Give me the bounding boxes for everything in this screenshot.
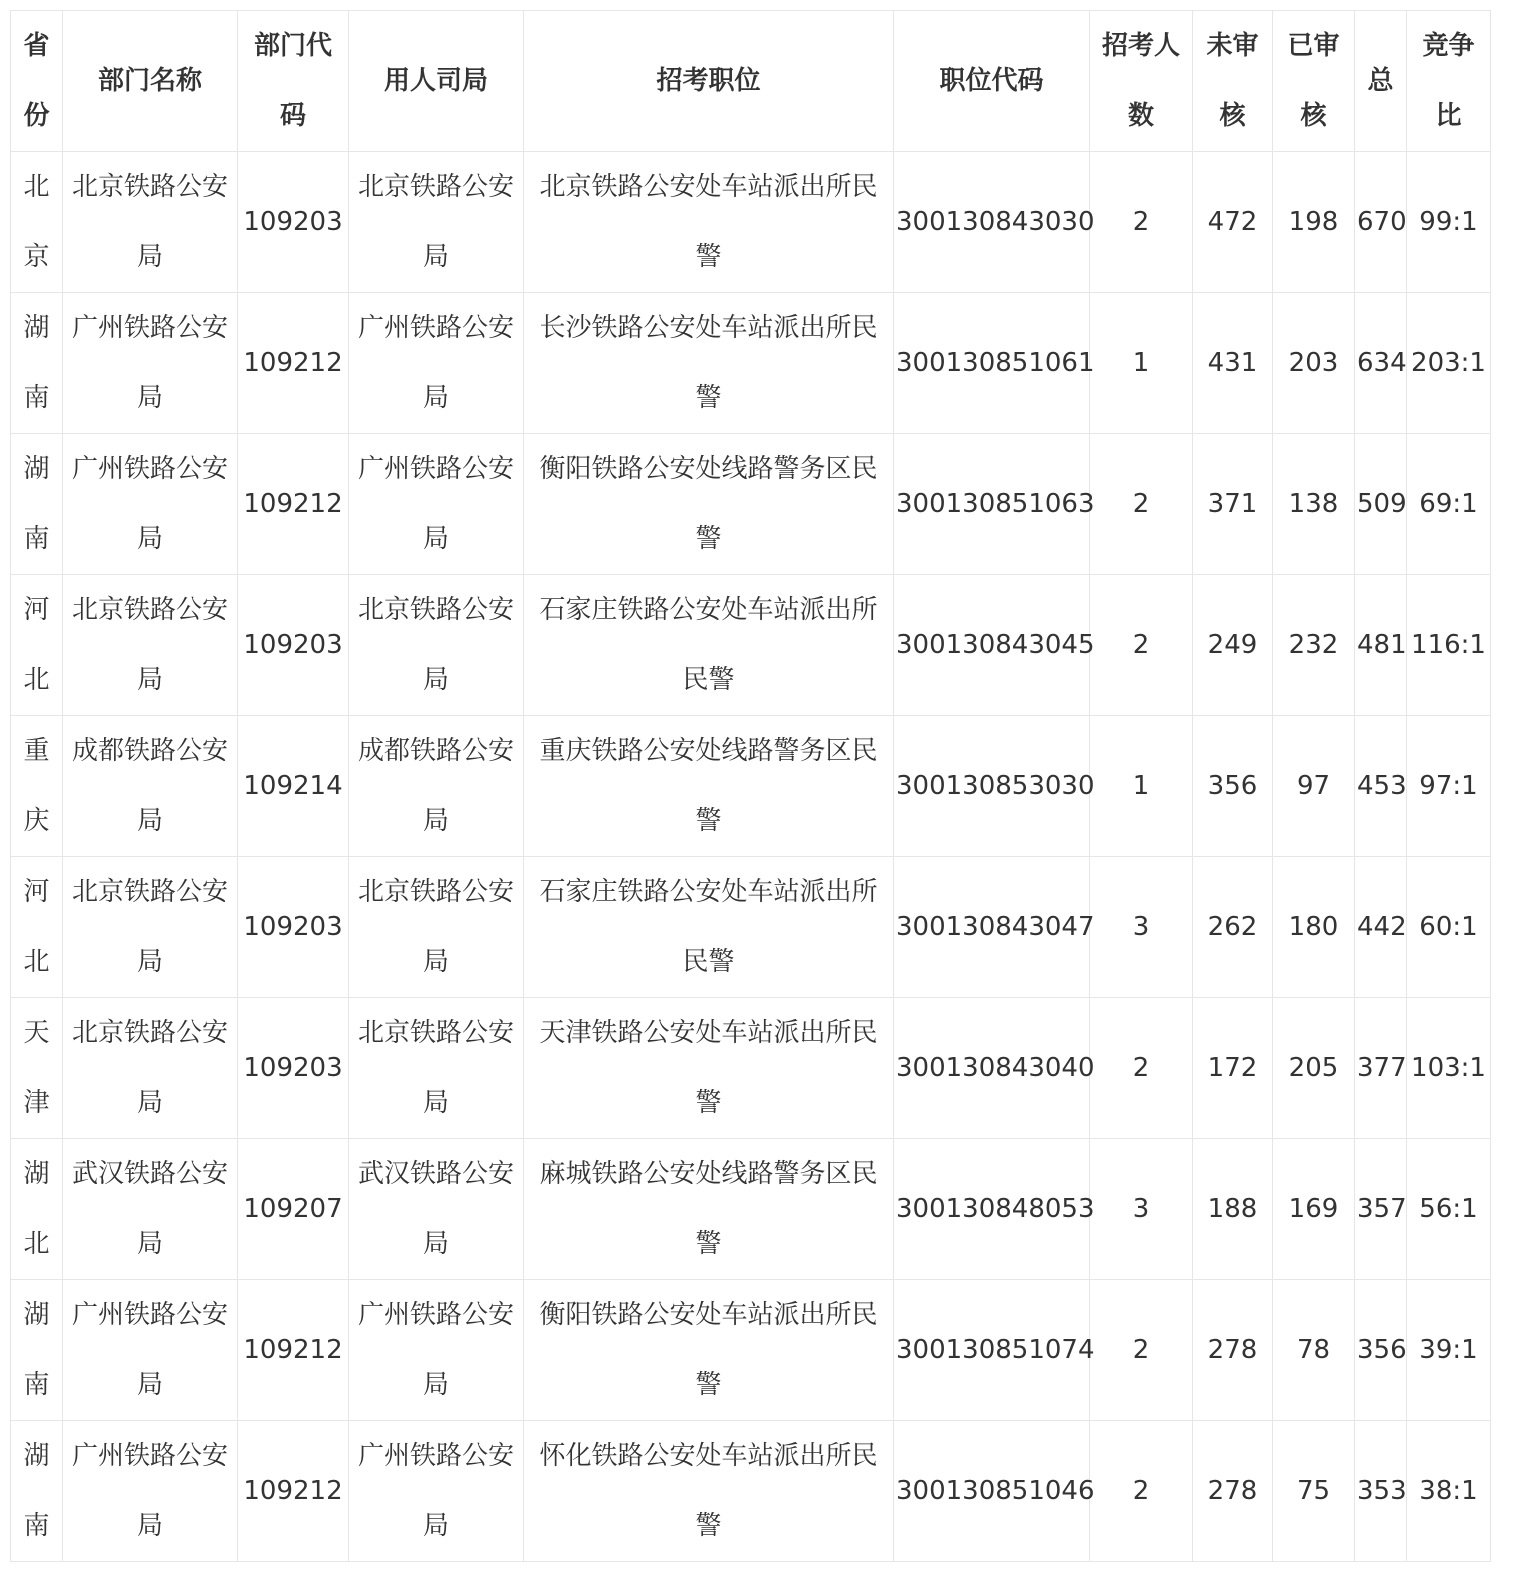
cell-province: 湖南 bbox=[11, 434, 63, 575]
cell-position: 重庆铁路公安处线路警务区民警 bbox=[524, 716, 894, 857]
cell-hiring-bureau: 武汉铁路公安局 bbox=[349, 1139, 524, 1280]
cell-competition-ratio: 99:1 bbox=[1407, 152, 1491, 293]
cell-position-code: 300130843040 bbox=[894, 998, 1090, 1139]
cell-department-code: 109212 bbox=[238, 1421, 349, 1562]
cell-department-name: 广州铁路公安局 bbox=[63, 1280, 238, 1421]
cell-department-code: 109203 bbox=[238, 998, 349, 1139]
cell-hiring-count: 1 bbox=[1090, 293, 1193, 434]
cell-competition-ratio: 56:1 bbox=[1407, 1139, 1491, 1280]
cell-province: 河北 bbox=[11, 857, 63, 998]
cell-department-name: 北京铁路公安局 bbox=[63, 998, 238, 1139]
cell-position: 石家庄铁路公安处车站派出所民警 bbox=[524, 857, 894, 998]
cell-reviewed: 97 bbox=[1273, 716, 1355, 857]
cell-position: 怀化铁路公安处车站派出所民警 bbox=[524, 1421, 894, 1562]
cell-reviewed: 180 bbox=[1273, 857, 1355, 998]
header-position: 招考职位 bbox=[524, 11, 894, 152]
cell-department-code: 109212 bbox=[238, 1280, 349, 1421]
cell-position-code: 300130843030 bbox=[894, 152, 1090, 293]
cell-total: 453 bbox=[1355, 716, 1407, 857]
table-row bbox=[11, 1139, 1491, 1280]
cell-position-code: 300130851061 bbox=[894, 293, 1090, 434]
table-header bbox=[11, 11, 1491, 152]
cell-unreviewed: 278 bbox=[1193, 1280, 1273, 1421]
cell-position-code: 300130853030 bbox=[894, 716, 1090, 857]
cell-unreviewed: 262 bbox=[1193, 857, 1273, 998]
cell-position-code: 300130851046 bbox=[894, 1421, 1090, 1562]
cell-position: 石家庄铁路公安处车站派出所民警 bbox=[524, 575, 894, 716]
cell-position-code: 300130843045 bbox=[894, 575, 1090, 716]
cell-department-name: 北京铁路公安局 bbox=[63, 152, 238, 293]
recruitment-table bbox=[10, 10, 1491, 1562]
cell-hiring-count: 2 bbox=[1090, 1280, 1193, 1421]
cell-hiring-bureau: 北京铁路公安局 bbox=[349, 857, 524, 998]
table-row bbox=[11, 857, 1491, 998]
cell-competition-ratio: 39:1 bbox=[1407, 1280, 1491, 1421]
table-row bbox=[11, 434, 1491, 575]
cell-department-code: 109212 bbox=[238, 434, 349, 575]
table-body bbox=[11, 152, 1491, 1562]
cell-total: 353 bbox=[1355, 1421, 1407, 1562]
cell-total: 442 bbox=[1355, 857, 1407, 998]
cell-total: 356 bbox=[1355, 1280, 1407, 1421]
table-row bbox=[11, 152, 1491, 293]
cell-reviewed: 75 bbox=[1273, 1421, 1355, 1562]
cell-total: 377 bbox=[1355, 998, 1407, 1139]
cell-hiring-bureau: 北京铁路公安局 bbox=[349, 575, 524, 716]
cell-position-code: 300130848053 bbox=[894, 1139, 1090, 1280]
cell-department-name: 北京铁路公安局 bbox=[63, 857, 238, 998]
cell-hiring-count: 2 bbox=[1090, 575, 1193, 716]
cell-province: 重庆 bbox=[11, 716, 63, 857]
cell-total: 357 bbox=[1355, 1139, 1407, 1280]
cell-reviewed: 232 bbox=[1273, 575, 1355, 716]
cell-department-name: 广州铁路公安局 bbox=[63, 1421, 238, 1562]
cell-province: 湖北 bbox=[11, 1139, 63, 1280]
cell-total: 634 bbox=[1355, 293, 1407, 434]
cell-unreviewed: 188 bbox=[1193, 1139, 1273, 1280]
cell-position: 天津铁路公安处车站派出所民警 bbox=[524, 998, 894, 1139]
cell-competition-ratio: 69:1 bbox=[1407, 434, 1491, 575]
cell-province: 湖南 bbox=[11, 1280, 63, 1421]
cell-unreviewed: 472 bbox=[1193, 152, 1273, 293]
table-row bbox=[11, 1421, 1491, 1562]
header-department-code: 部门代码 bbox=[238, 11, 349, 152]
cell-competition-ratio: 103:1 bbox=[1407, 998, 1491, 1139]
cell-department-code: 109203 bbox=[238, 857, 349, 998]
table-row bbox=[11, 998, 1491, 1139]
cell-department-name: 广州铁路公安局 bbox=[63, 293, 238, 434]
cell-hiring-count: 2 bbox=[1090, 434, 1193, 575]
cell-position: 北京铁路公安处车站派出所民警 bbox=[524, 152, 894, 293]
table-row bbox=[11, 716, 1491, 857]
cell-position-code: 300130843047 bbox=[894, 857, 1090, 998]
cell-department-code: 109207 bbox=[238, 1139, 349, 1280]
cell-competition-ratio: 203:1 bbox=[1407, 293, 1491, 434]
cell-competition-ratio: 60:1 bbox=[1407, 857, 1491, 998]
cell-position: 麻城铁路公安处线路警务区民警 bbox=[524, 1139, 894, 1280]
cell-hiring-bureau: 广州铁路公安局 bbox=[349, 293, 524, 434]
cell-hiring-bureau: 北京铁路公安局 bbox=[349, 152, 524, 293]
cell-department-name: 广州铁路公安局 bbox=[63, 434, 238, 575]
cell-reviewed: 169 bbox=[1273, 1139, 1355, 1280]
cell-unreviewed: 356 bbox=[1193, 716, 1273, 857]
header-row bbox=[11, 11, 1491, 152]
cell-department-code: 109203 bbox=[238, 152, 349, 293]
cell-department-name: 成都铁路公安局 bbox=[63, 716, 238, 857]
cell-hiring-count: 2 bbox=[1090, 152, 1193, 293]
cell-unreviewed: 172 bbox=[1193, 998, 1273, 1139]
cell-unreviewed: 431 bbox=[1193, 293, 1273, 434]
cell-hiring-count: 2 bbox=[1090, 1421, 1193, 1562]
header-hiring-count: 招考人数 bbox=[1090, 11, 1193, 152]
cell-hiring-bureau: 广州铁路公安局 bbox=[349, 1280, 524, 1421]
cell-unreviewed: 371 bbox=[1193, 434, 1273, 575]
cell-total: 670 bbox=[1355, 152, 1407, 293]
cell-province: 北京 bbox=[11, 152, 63, 293]
cell-hiring-bureau: 成都铁路公安局 bbox=[349, 716, 524, 857]
cell-reviewed: 138 bbox=[1273, 434, 1355, 575]
cell-unreviewed: 278 bbox=[1193, 1421, 1273, 1562]
cell-hiring-count: 3 bbox=[1090, 857, 1193, 998]
cell-competition-ratio: 97:1 bbox=[1407, 716, 1491, 857]
cell-reviewed: 78 bbox=[1273, 1280, 1355, 1421]
table-row bbox=[11, 293, 1491, 434]
cell-position: 衡阳铁路公安处线路警务区民警 bbox=[524, 434, 894, 575]
cell-province: 河北 bbox=[11, 575, 63, 716]
cell-competition-ratio: 116:1 bbox=[1407, 575, 1491, 716]
cell-competition-ratio: 38:1 bbox=[1407, 1421, 1491, 1562]
cell-reviewed: 205 bbox=[1273, 998, 1355, 1139]
header-department-name: 部门名称 bbox=[63, 11, 238, 152]
cell-position: 衡阳铁路公安处车站派出所民警 bbox=[524, 1280, 894, 1421]
header-hiring-bureau: 用人司局 bbox=[349, 11, 524, 152]
cell-hiring-count: 3 bbox=[1090, 1139, 1193, 1280]
table-row bbox=[11, 1280, 1491, 1421]
cell-department-code: 109214 bbox=[238, 716, 349, 857]
cell-reviewed: 198 bbox=[1273, 152, 1355, 293]
cell-province: 湖南 bbox=[11, 1421, 63, 1562]
cell-reviewed: 203 bbox=[1273, 293, 1355, 434]
cell-hiring-bureau: 北京铁路公安局 bbox=[349, 998, 524, 1139]
cell-department-code: 109203 bbox=[238, 575, 349, 716]
header-competition-ratio: 竞争比 bbox=[1407, 11, 1491, 152]
cell-hiring-bureau: 广州铁路公安局 bbox=[349, 1421, 524, 1562]
cell-position: 长沙铁路公安处车站派出所民警 bbox=[524, 293, 894, 434]
cell-hiring-count: 1 bbox=[1090, 716, 1193, 857]
cell-unreviewed: 249 bbox=[1193, 575, 1273, 716]
cell-total: 481 bbox=[1355, 575, 1407, 716]
header-position-code: 职位代码 bbox=[894, 11, 1090, 152]
cell-hiring-bureau: 广州铁路公安局 bbox=[349, 434, 524, 575]
cell-province: 天津 bbox=[11, 998, 63, 1139]
cell-department-name: 北京铁路公安局 bbox=[63, 575, 238, 716]
cell-position-code: 300130851074 bbox=[894, 1280, 1090, 1421]
header-unreviewed: 未审核 bbox=[1193, 11, 1273, 152]
header-reviewed: 已审核 bbox=[1273, 11, 1355, 152]
cell-department-name: 武汉铁路公安局 bbox=[63, 1139, 238, 1280]
header-total: 总 bbox=[1355, 11, 1407, 152]
cell-province: 湖南 bbox=[11, 293, 63, 434]
header-province: 省份 bbox=[11, 11, 63, 152]
cell-position-code: 300130851063 bbox=[894, 434, 1090, 575]
cell-hiring-count: 2 bbox=[1090, 998, 1193, 1139]
table-row bbox=[11, 575, 1491, 716]
cell-department-code: 109212 bbox=[238, 293, 349, 434]
cell-total: 509 bbox=[1355, 434, 1407, 575]
